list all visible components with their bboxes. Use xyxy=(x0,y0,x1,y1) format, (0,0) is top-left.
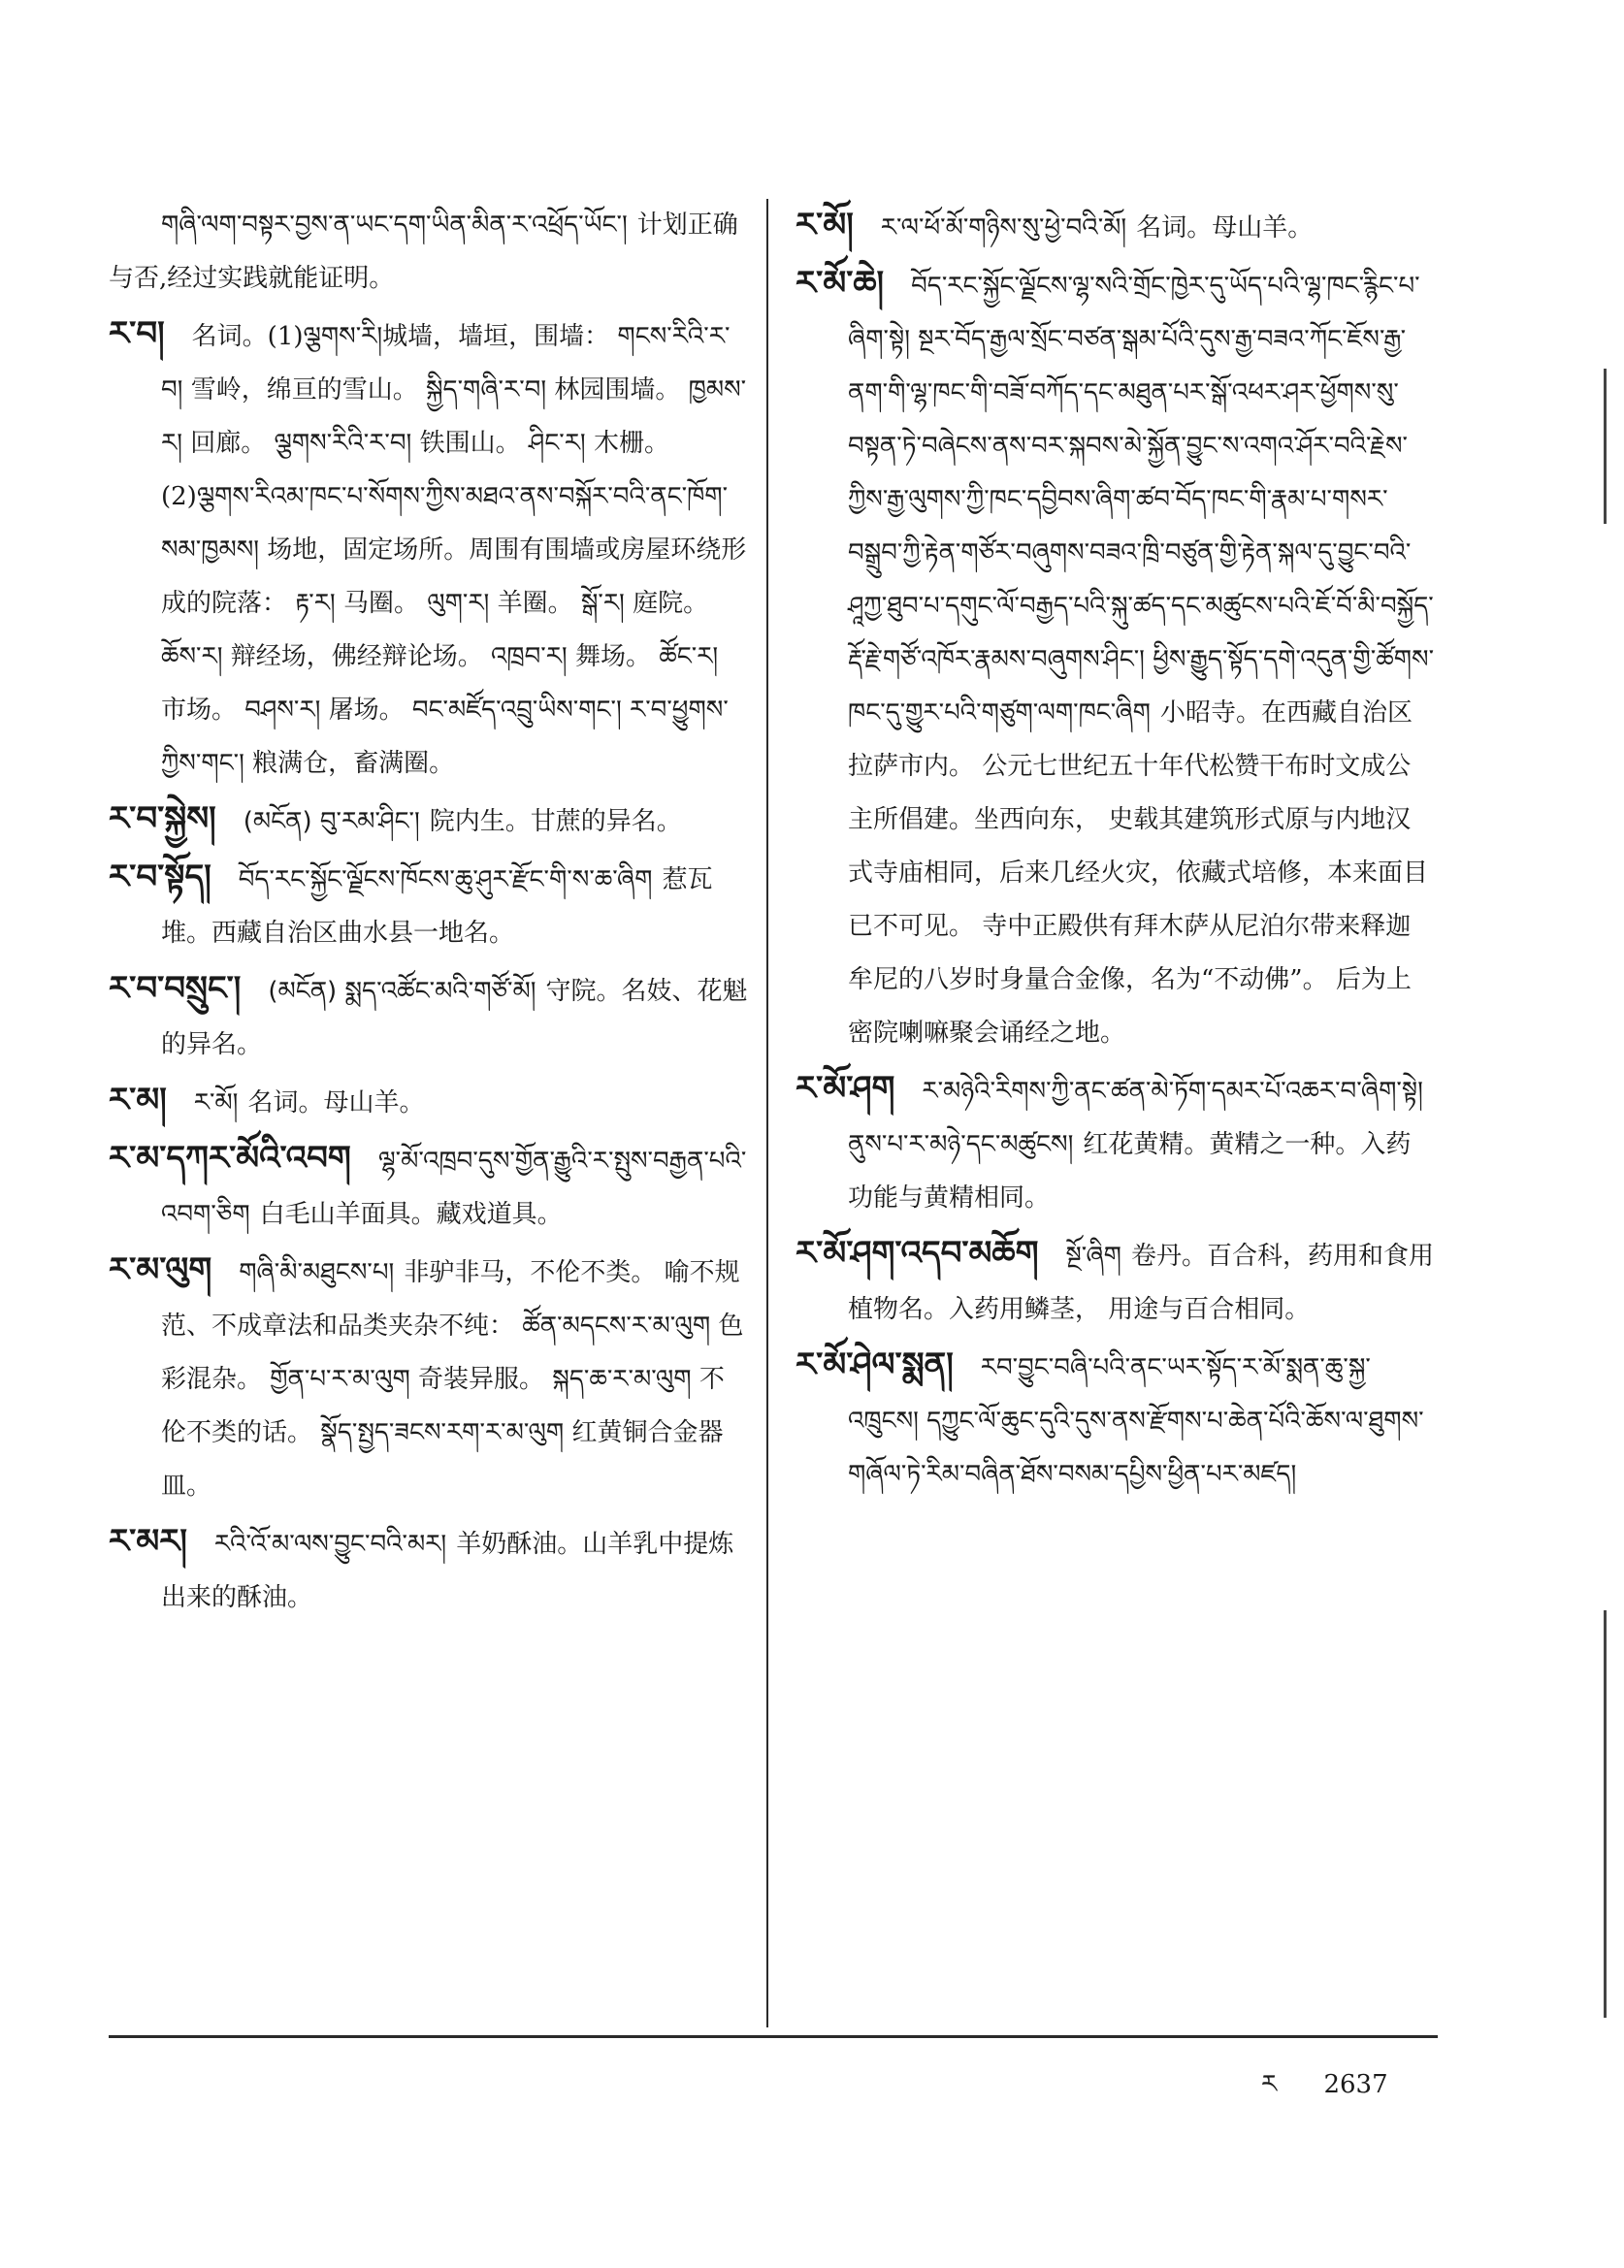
chinese-definition: 院内生。甘蔗的异名。 xyxy=(429,807,682,836)
chinese-definition: 非驴非马，不伦不类。 喻不规范、不成章法和品类夹杂不纯： ཚོན་མདངས་ར་མ་ལུག 色彩混杂。 གྱོན་པ་ར་མ་ལུག 奇装异服。 སྐད་ཆ་ར་མ་ལུག 不伦不类的话。 སྣོད་སྤྱད་ཟངས་རག་ར་མ་ལུག 红黄铜合金器皿。 xyxy=(161,1258,744,1501)
tibetan-definition: ལྷ་མོ་འཁྲབ་དུས་གྱོན་རྒྱུའི་ར་སྤུས་བརྒྱན་པའི་འབག་ཅིག xyxy=(161,1147,747,1229)
headword: ར་བ་སྐྱེས། xyxy=(109,799,216,838)
column-divider xyxy=(766,199,768,2027)
dictionary-entry xyxy=(109,1244,749,1513)
dictionary-entry xyxy=(796,1227,1436,1337)
dictionary-entry xyxy=(796,257,1436,1060)
tibetan-definition: རའི་འོ་མ་ལས་བྱུང་བའི་མར། xyxy=(213,1530,447,1559)
headword: ར་མོ་ཤག xyxy=(796,1069,895,1108)
headword: ར་མོ་ཤེལ་སྨན། xyxy=(796,1345,954,1384)
tibetan-definition: བོད་རང་སྐྱོང་ལྗོངས་ཁོངས་ཆུ་ཤུར་རྫོང་གི་ས་ཆ་ཞིག xyxy=(238,865,653,894)
dictionary-entry xyxy=(109,1074,749,1130)
headword: ར་མར། xyxy=(109,1522,187,1561)
tibetan-definition: རབ་བྱུང་བཞི་པའི་ནང་ཡར་སྟོད་ར་མོ་སྨན་ཆུ་སྐྱ་འཁྲུངས། དཀྱུང་ལོ་ཆུང་དུའི་དུས་ནས་རྫོགས་པ་ཆེན་པོའི་ཆོས་ལ་ཐུགས་གཞོལ་ཏེ་རིམ་བཞིན་ཐོས་བསམ་དཔྱིས་ཕྱིན་པར་མཛད། xyxy=(848,1353,1424,1489)
chinese-definition: 小昭寺。在西藏自治区拉萨市内。 公元七世纪五十年代松赞干布时文成公主所倡建。坐西向东， 史载其建筑形式原与内地汉式寺庙相同，后来几经火灾，依藏式培修，本来面目已不可见。 寺中正殿供有拜木萨从尼泊尔带来释迦牟尼的八岁时身量合金像，名为“不动佛”。 后为上密院喇嘛聚会诵经之地。 xyxy=(848,698,1429,1048)
dictionary-entry xyxy=(796,199,1436,255)
left-column xyxy=(109,199,749,1627)
tibetan-definition: ར་ལ་ཕོ་མོ་གཉིས་སུ་ཕྱེ་བའི་མོ། xyxy=(880,213,1127,243)
headword: ར་མོ་ཤག་འདབ་མཆོག xyxy=(796,1234,1039,1273)
page-number: 2637 xyxy=(1323,2070,1388,2099)
dictionary-entry xyxy=(109,1515,749,1625)
footer-rule xyxy=(109,2035,1438,2038)
chinese-definition: 卷丹。百合科，药用和食用植物名。入药用鳞茎， 用途与百合相同。 xyxy=(848,1242,1434,1324)
tibetan-definition: གཞི་མི་མཐུངས་པ། xyxy=(239,1258,395,1287)
dictionary-entry xyxy=(109,851,749,960)
headword: ར་མ་ལུག xyxy=(109,1250,212,1289)
tibetan-definition: ར་མོ། xyxy=(193,1088,239,1118)
chinese-definition: 惹瓦堆。西藏自治区曲水县一地名。 xyxy=(161,865,713,948)
dictionary-entry xyxy=(796,1339,1436,1502)
headword: ར་མ། xyxy=(109,1081,167,1119)
chinese-definition: 守院。名妓、花魁的异名。 xyxy=(161,977,748,1059)
headword: ར་བ་བསྲུང་། xyxy=(109,969,242,1008)
tibetan-definition: (མངོན) སྨད་འཚོང་མའི་གཙོ་མོ། xyxy=(268,977,536,1006)
dictionary-entry xyxy=(109,1132,749,1242)
chinese-definition: 名词。(1)ལྕགས་རི།城墙，墙垣，围墙： གངས་རིའི་ར་བ། 雪岭，绵亘的雪山。 སྐྱིད་གཞི་ར་བ། 林园围墙。 ཁྱམས་ར། 回廊。 ལྕགས་རིའི་ར་བ། 铁围山。 ཤིང་ར། 木栅。 (2)ལྕགས་རིའམ་ཁང་པ་སོགས་ཀྱིས་མཐའ་ནས་བསྐོར་བའི་ནང་ཁོག་སམ་ཁྱམས། 场地，固定场所。周围有围墙或房屋环绕形成的院落： རྟ་ར། 马圈。 ལུག་ར། 羊圈。 སྒོ་ར། 庭院。 ཆོས་ར། 辩经场，佛经辩论场。 འཁྲབ་ར། 舞场。 ཚོང་ར། 市场。 བཤས་ར། 屠场。 བང་མཛོད་འབྲུ་ཡིས་གང་། ར་བ་ཕྱུགས་ཀྱིས་གང་། 粮满仓，畜满圈。 xyxy=(161,322,747,778)
headword: ར་མོ་ཆེ། xyxy=(796,264,885,303)
dictionary-entry xyxy=(109,308,749,791)
tibetan-definition: (མངོན) བུ་རམ་ཤིང་། xyxy=(243,807,420,836)
section-letter: ར xyxy=(1261,2070,1278,2099)
chinese-definition: 白毛山羊面具。藏戏道具。 xyxy=(259,1200,563,1229)
right-column xyxy=(796,199,1436,1504)
tibetan-definition: སྔོ་ཞིག xyxy=(1065,1242,1121,1271)
chinese-definition: 名词。母山羊。 xyxy=(1136,213,1314,243)
chinese-definition: 羊奶酥油。山羊乳中提炼出来的酥油。 xyxy=(161,1530,734,1612)
tibetan-definition: ར་མཉེའི་རིགས་ཀྱི་ནང་ཚན་མེ་ཏོག་དམར་པོ་འཆར་བ་ཞིག་སྟེ། ནུས་པ་ར་མཉེ་དང་མཚུངས། xyxy=(848,1077,1423,1159)
page-footer xyxy=(1261,2057,1427,2127)
headword: ར་བ་སྟོད། xyxy=(109,858,211,896)
headword: ར་མོ། xyxy=(796,206,854,244)
tibetan-definition: བོད་རང་སྐྱོང་ལྗོངས་ལྷ་སའི་གྲོང་ཁྱེར་དུ་ཡོད་པའི་ལྷ་ཁང་རྙིང་པ་ཞིག་སྟེ། སྔར་བོད་རྒྱལ་སྲོང་བཙན་སྒམ་པོའི་དུས་རྒྱ་བཟའ་ཀོང་ཇོས་རྒྱ་ནག་གི་ལྷ་ཁང་གི་བཟོ་བཀོད་དང་མཐུན་པར་སྒོ་འཕར་ཤར་ཕྱོགས་སུ་བསྟན་ཏེ་བཞེངས་ནས་བར་སྐབས་མེ་སྐྱོན་བྱུང་ས་འགའ་ཤོར་བའི་རྗེས་ཀྱིས་རྒྱ་ལུགས་ཀྱི་ཁང་དབྱིབས་ཞིག་ཚབ་བོད་ཁང་གི་རྣམ་པ་གསར་བསྒྲུབ་ཀྱི་རྟེན་གཙོར་བཞུགས་བཟའ་ཁྲི་བཙུན་གྱི་རྟེན་སྐལ་དུ་བྱུང་བའི་ཤཱཀྱ་ཐུབ་པ་དགུང་ལོ་བརྒྱད་པའི་སྐུ་ཚད་དང་མཚུངས་པའི་ཇོ་བོ་མི་བསྐྱོད་རྡོ་རྗེ་གཙོ་འཁོར་རྣམས་བཞུགས་ཤིང་། ཕྱིས་རྒྱུད་སྟོད་དགེ་འདུན་གྱི་ཚོགས་ཁང་དུ་གྱུར་པའི་གཙུག་ལག་ཁང་ཞིག xyxy=(848,272,1435,728)
tibetan-definition: གཞི་ལག་བསྟར་བྱས་ན་ཡང་དག་ཡིན་མིན་ར་འཕྲོད་ཡོང་། xyxy=(161,211,628,240)
chinese-definition: 计划正确与否,经过实践就能证明。 xyxy=(109,211,738,293)
headword: ར་བ། xyxy=(109,314,165,353)
scan-margin-marks xyxy=(1597,19,1607,2251)
dictionary-entry xyxy=(109,962,749,1072)
chinese-definition: 名词。母山羊。 xyxy=(247,1088,425,1118)
dictionary-entry xyxy=(109,793,749,849)
chinese-definition: 红花黄精。黄精之一种。入药功能与黄精相同。 xyxy=(848,1130,1412,1213)
dictionary-entry xyxy=(796,1062,1436,1225)
headword: ར་མ་དཀར་མོའི་འབག xyxy=(109,1139,351,1178)
dictionary-entry xyxy=(109,199,749,306)
